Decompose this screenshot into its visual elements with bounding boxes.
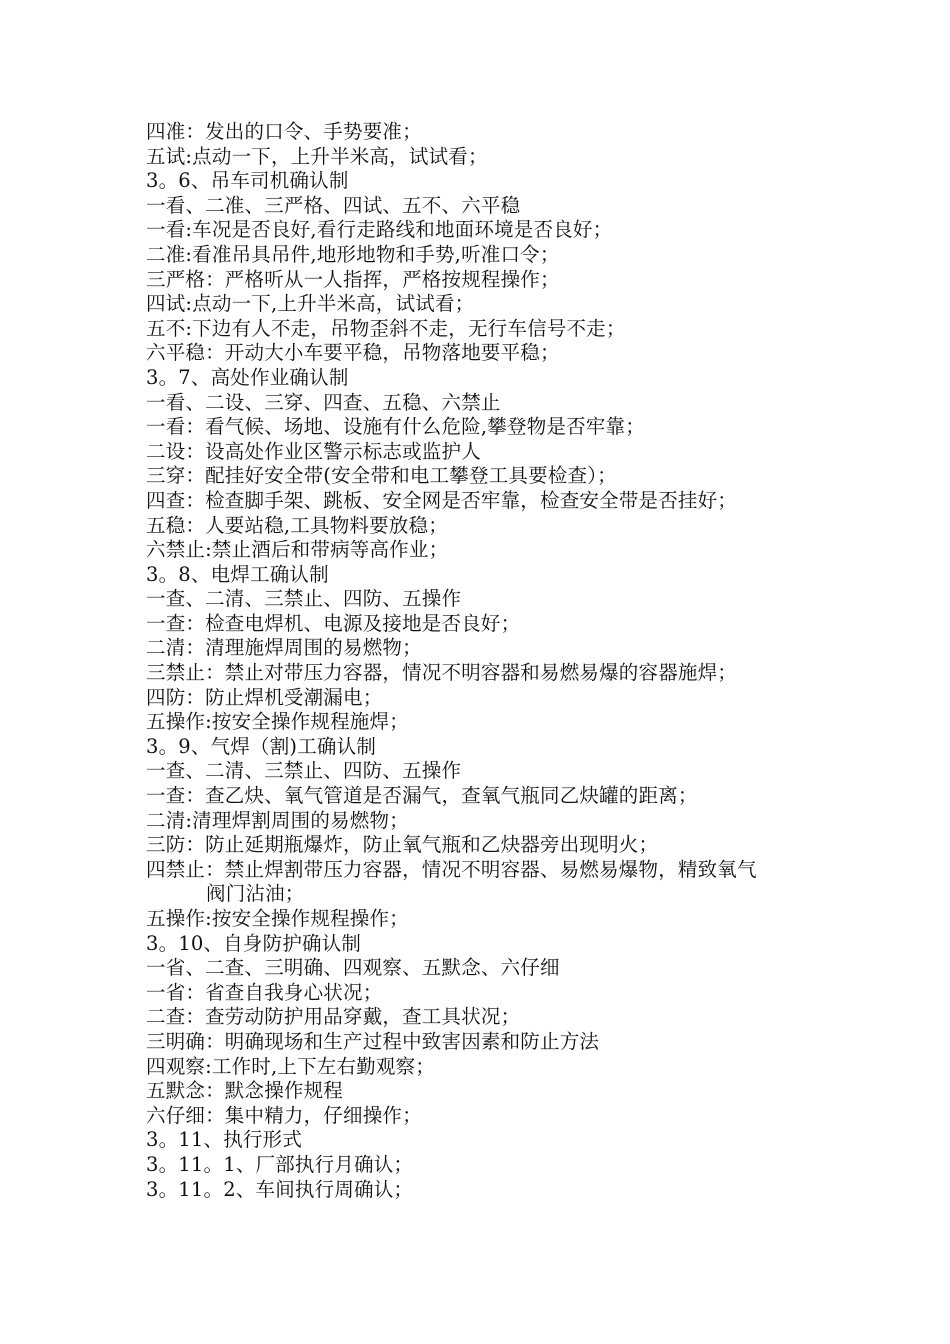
text-line: 六平稳：开动大小车要平稳，吊物落地要平稳； — [146, 341, 560, 365]
text-line: 四禁止：禁止焊割带压力容器，情况不明容器、易燃易爆物，精致氧气 — [146, 857, 757, 881]
text-line: 二准:看准吊具吊件,地形地物和手势,听准口令； — [146, 242, 560, 266]
section-heading: 3。6、吊车司机确认制 — [146, 169, 349, 193]
section-heading: 3。9、气焊（割)工确认制 — [146, 734, 377, 758]
text-line: 3。11。2、车间执行周确认； — [146, 1177, 414, 1201]
text-line: 一看、二准、三严格、四试、五不、六平稳 — [146, 193, 521, 217]
text-line: 一省：省查自我身心状况； — [146, 980, 383, 1004]
text-line: 六仔细：集中精力，仔细操作； — [146, 1103, 422, 1127]
text-line: 四观察:工作时,上下左右勤观察； — [146, 1054, 435, 1078]
text-line: 一看：看气候、场地、设施有什么危险,攀登物是否牢靠； — [146, 415, 645, 439]
text-line: 三明确：明确现场和生产过程中致害因素和防止方法 — [146, 1029, 600, 1053]
text-line: 二查：查劳动防护用品穿戴，查工具状况； — [146, 1005, 521, 1029]
text-line: 六禁止:禁止酒后和带病等高作业； — [146, 538, 449, 562]
text-line: 四防：防止焊机受潮漏电； — [146, 685, 383, 709]
text-line: 四准：发出的口令、手势要准； — [146, 120, 422, 143]
text-line-continuation: 阀门沾油； — [206, 882, 305, 906]
text-line: 五默念：默念操作规程 — [146, 1079, 344, 1103]
text-line: 一查：查乙炔、氧气管道是否漏气，查氧气瓶同乙炔罐的距离； — [146, 784, 698, 808]
section-heading: 3。10、自身防护确认制 — [146, 931, 362, 955]
text-line: 一看:车况是否良好,看行走路线和地面环境是否良好； — [146, 218, 613, 242]
text-line: 三禁止：禁止对带压力容器，情况不明容器和易燃易爆的容器施焊； — [146, 661, 738, 685]
section-heading: 3。7、高处作业确认制 — [146, 365, 349, 389]
text-line: 五不:下边有人不走，吊物歪斜不走，无行车信号不走； — [146, 316, 626, 340]
text-line: 3。11。1、厂部执行月确认； — [146, 1152, 414, 1176]
text-line: 一查、二清、三禁止、四防、五操作 — [146, 587, 462, 611]
text-line: 一省、二查、三明确、四观察、五默念、六仔细 — [146, 956, 560, 980]
section-heading: 3。8、电焊工确认制 — [146, 562, 329, 586]
text-line: 四试:点动一下,上升半米高，试试看； — [146, 292, 475, 316]
text-line: 五操作:按安全操作规程施焊； — [146, 710, 409, 734]
text-line: 一查、二清、三禁止、四防、五操作 — [146, 759, 462, 783]
text-line: 二清：清理施焊周围的易燃物； — [146, 636, 422, 660]
text-line: 二设：设高处作业区警示标志或监护人 — [146, 439, 481, 463]
text-line: 三严格：严格听从一人指挥，严格按规程操作； — [146, 267, 560, 291]
text-line: 一查：检查电焊机、电源及接地是否良好； — [146, 611, 521, 635]
document-body — [146, 120, 826, 1202]
section-heading: 3。11、执行形式 — [146, 1128, 303, 1152]
text-line: 五稳：人要站稳,工具物料要放稳； — [146, 513, 448, 537]
text-line: 五操作:按安全操作规程操作； — [146, 907, 409, 930]
text-line: 五试:点动一下，上升半米高，试试看； — [146, 144, 488, 168]
text-line: 三防：防止延期瓶爆炸，防止氧气瓶和乙炔器旁出现明火； — [146, 833, 659, 857]
text-line: 四查：检查脚手架、跳板、安全网是否牢靠，检查安全带是否挂好； — [146, 488, 738, 512]
text-line: 一看、二设、三穿、四查、五稳、六禁止 — [146, 390, 501, 414]
text-line: 三穿：配挂好安全带(安全带和电工攀登工具要检查）； — [146, 464, 617, 488]
text-line: 二清:清理焊割周围的易燃物； — [146, 808, 409, 832]
